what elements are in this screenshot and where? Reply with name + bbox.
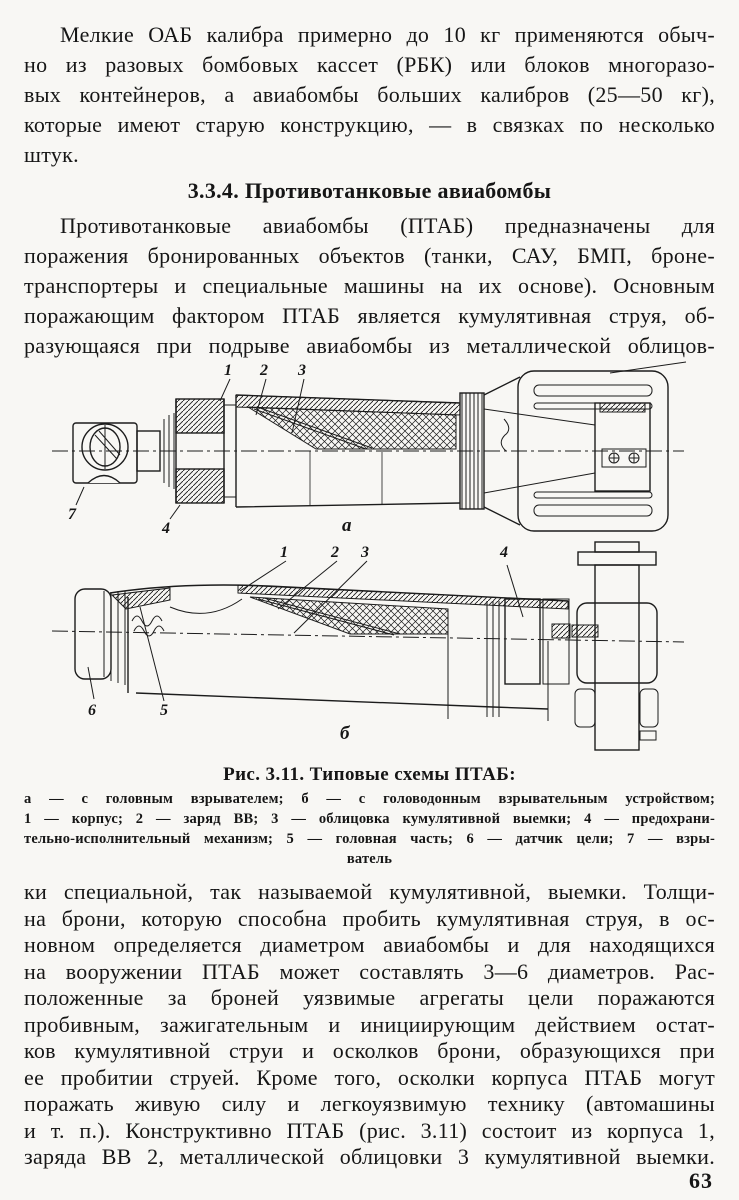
legend-line: а — с головным взрывателем; б — с головодонным взрывательным устройством; — [24, 791, 715, 807]
text-line: поражающим фактором ПТАБ является кумулятивная струя, об- — [24, 303, 715, 328]
callout-5: 5 — [160, 702, 168, 719]
legend-line: 1 — корпус; 2 — заряд ВВ; 3 — облицовка кумулятивной выемки; 4 — предохрани- — [24, 811, 715, 827]
text-line: поражать живую силу и легкоуязвимую технику (автомашины — [24, 1091, 715, 1116]
text-line: ее пробитии струей. Кроме того, осколки корпуса ПТАБ могут — [24, 1064, 715, 1090]
text-line: на вооружении ПТАБ может составлять 3—6 диаметров. Рас- — [24, 958, 715, 984]
diagram-a-bomb-cross-section — [48, 361, 688, 541]
intro-paragraph — [24, 20, 715, 170]
text-line: поражения бронированных объектов (танки, САУ, БМП, броне- — [24, 243, 715, 268]
text-line: ки специальной, так называемой кумулятивной, выемки. Толщи- — [24, 879, 715, 904]
text-line: и т. п.). Конструктивно ПТАБ (рис. 3.11) состоит из корпуса 1, — [24, 1117, 715, 1143]
page-number: 63 — [689, 1168, 713, 1193]
diagram-b-linework — [52, 542, 684, 750]
callout-4: 4 — [162, 520, 170, 537]
text-line: на брони, которую способна пробить кумулятивная струя, в ос- — [24, 905, 715, 931]
figure-caption — [24, 763, 715, 869]
figure-3-11 — [24, 361, 715, 869]
body-paragraph — [24, 879, 715, 1171]
diagram-a-linework — [52, 362, 686, 531]
text-line: ков кумулятивной струи и осколков брони, образующихся при — [24, 1038, 715, 1063]
figure-caption-title: Рис. 3.11. Типовые схемы ПТАБ: — [223, 764, 516, 785]
callout-2: 2 — [260, 362, 268, 379]
callout-6: 6 — [88, 702, 96, 719]
text-line: штук. — [24, 142, 79, 167]
text-line: вых контейнеров, а авиабомбы больших калибров (25—50 кг), — [24, 82, 715, 107]
diagram-b-sub-label: б — [340, 723, 350, 744]
ptab-paragraph — [24, 211, 715, 361]
text-line: транспортеры и специальные машины на их основе). Основным — [24, 273, 715, 298]
diagram-a-sub-label: а — [342, 515, 352, 536]
text-line: заряда ВВ 2, металлической облицовки 3 кумулятивной выемки. — [24, 1144, 715, 1169]
callout-2: 2 — [331, 544, 339, 561]
text-line: Противотанковые авиабомбы (ПТАБ) предназначены для — [60, 213, 715, 238]
callout-7: 7 — [68, 506, 76, 523]
text-line: положенные за броней уязвимые агрегаты цели поражаются — [24, 985, 715, 1010]
diagram-b-bomb-cross-section — [48, 541, 688, 759]
callout-3: 3 — [298, 362, 306, 379]
callout-3: 3 — [361, 544, 369, 561]
text-line: пробивным, зажигательным и инициирующим действием остат- — [24, 1011, 715, 1037]
callout-1: 1 — [224, 362, 232, 379]
text-line: разующаяся при подрыве авиабомбы из металлической облицов- — [24, 333, 715, 358]
text-line: но из разовых бомбовых кассет (РБК) или блоков многоразо- — [24, 52, 715, 77]
legend-line: ватель — [346, 851, 393, 867]
text-line: которые имеют старую конструкцию, — в связках по несколько — [24, 112, 715, 137]
callout-1: 1 — [280, 544, 288, 561]
text-line: новном определяется диаметром авиабомбы и для находящихся — [24, 932, 715, 957]
legend-line: тельно-исполнительный механизм; 5 — головная часть; 6 — датчик цели; 7 — взры- — [24, 831, 715, 847]
callout-4: 4 — [500, 544, 508, 561]
section-heading: 3.3.4. Противотанковые авиабомбы — [187, 178, 552, 203]
text-line: Мелкие ОАБ калибра примерно до 10 кг применяются обыч- — [60, 22, 715, 47]
figure-legend — [24, 789, 715, 869]
